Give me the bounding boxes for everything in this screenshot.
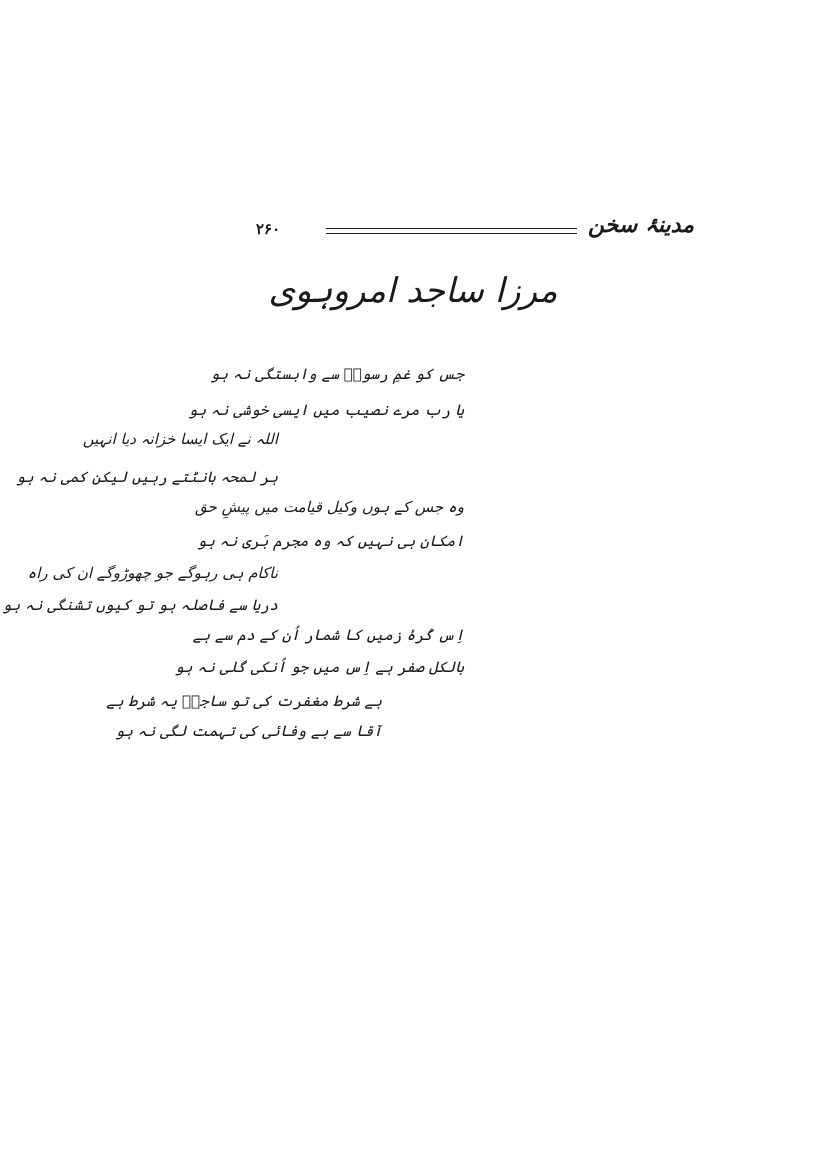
page-number: ۲۶۰ xyxy=(256,220,281,238)
couplet-3-line-2: امکان ہی نہیں کہ وہ مجرم بَری نہ ہو xyxy=(197,532,464,550)
couplet-4-line-1: ناکام ہی رہوگے جو چھوڑوگے ان کی راہ xyxy=(27,564,278,582)
couplet-5-line-2: بالکل صفر ہے اِس میں جو اُنکی گلی نہ ہو xyxy=(174,658,464,676)
couplet-3-line-1: وہ جس کے ہوں وکیل قیامت میں پیشِ حق xyxy=(195,498,464,516)
couplet-1-line-1: جس کو غمِ رسولؐ سے وابستگی نہ ہو xyxy=(210,365,464,383)
couplet-6-line-1: بے شرط مغفرت کی تو ساجدؔ یہ شرط ہے xyxy=(106,692,382,710)
couplet-2-line-1: اللہ نے ایک ایسا خزانہ دیا انہیں xyxy=(82,430,278,448)
couplet-2-line-2: ہر لمحہ بانٹتے رہیں لیکن کمی نہ ہو xyxy=(16,468,278,486)
couplet-6-line-2: آقا سے بے وفائی کی تہمت لگی نہ ہو xyxy=(115,722,382,740)
header-rule-bottom xyxy=(326,233,577,234)
couplet-1-line-2: یا رب مرے نصیب میں ایسی خوشی نہ ہو xyxy=(188,401,464,419)
header-rule-top xyxy=(326,228,577,229)
couplet-4-line-2: دریا سے فاصلہ ہو تو کیوں تشنگی نہ ہو xyxy=(2,596,278,614)
running-header-book-title: مدینۂ سخن xyxy=(587,212,694,238)
couplet-5-line-1: اِس کُرۂ زمیں کا شمار اُن کے دم سے ہے xyxy=(192,626,464,644)
poet-name-heading: مرزا ساجد امروہوی xyxy=(268,271,558,311)
